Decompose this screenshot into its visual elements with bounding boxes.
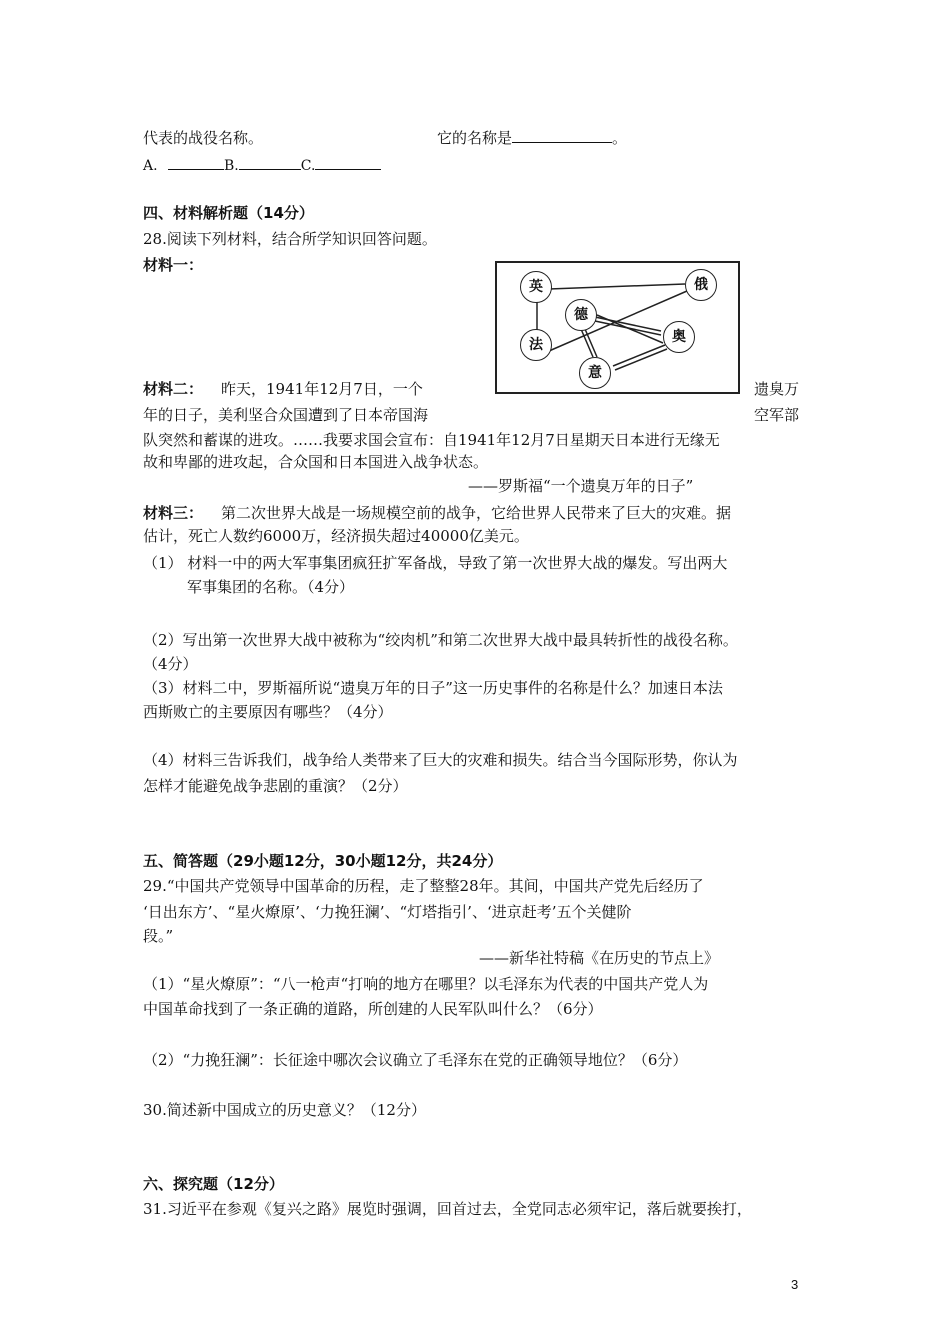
material2-line1-right: 遗臭万	[754, 380, 800, 398]
label-a: A.	[143, 158, 158, 174]
abc-blanks	[143, 155, 381, 176]
material2-source: ——罗斯福“一个遗臭万年的日子”	[468, 477, 694, 495]
node-uk: 英	[520, 271, 552, 303]
answer-blank-name	[512, 128, 612, 143]
q29-line2: ‘日出东方’、“星火燎原’、‘力挽狂澜’、“灯塔指引’、‘进京赶考’五个关健阶	[143, 903, 632, 921]
q31-line1: 31.习近平在参观《复兴之路》展览时强调，回首过去，全党同志必须牢记，落后就要挨打，	[143, 1200, 752, 1218]
question4-line1: （4）材料三告诉我们，战争给人类带来了巨大的灾难和损失。结合当今国际形势，你认为	[143, 751, 738, 769]
answer-blank-c	[315, 155, 381, 170]
line-uk-ru	[549, 284, 685, 289]
q29-line1: 29.“中国共产党领导中国革命的历程，走了整整28年。其间，中国共产党先后经历了	[143, 877, 704, 895]
q30: 30.简述新中国成立的历史意义？（12分）	[143, 1101, 426, 1119]
material3-text: 第二次世界大战是一场规模空前的战争，它给世界人民带来了巨大的灾难。据	[221, 504, 732, 522]
line-it-au-2	[615, 349, 667, 370]
name-prompt-end: 。	[612, 129, 628, 147]
top-right-text	[437, 128, 627, 148]
material2-line1	[143, 379, 423, 399]
material2-line2-right: 空军部	[754, 406, 800, 424]
question2-line2: （4分）	[143, 655, 198, 673]
q29-sub1-line1: （1）“星火燎原”：“八一枪声“打响的地方在哪里？以毛泽东为代表的中国共产党人为	[143, 975, 709, 993]
q29-sub1-line2: 中国革命找到了一条正确的道路，所创建的人民军队叫什么？（6分）	[143, 1000, 603, 1018]
material3-line1	[143, 503, 731, 523]
q28-intro: 28.阅读下列材料，结合所学知识回答问题。	[143, 230, 437, 248]
material1-label: 材料一：	[143, 256, 204, 274]
q29-sub2: （2）“力挽狂澜”：长征途中哪次会议确立了毛泽东在党的正确领导地位？（6分）	[143, 1051, 688, 1069]
node-germany: 德	[565, 299, 597, 331]
label-b: B.	[224, 158, 239, 174]
name-prompt: 它的名称是	[437, 129, 513, 147]
section4-heading: 四、材料解析题（14分）	[143, 204, 314, 222]
q29-line3: 段。”	[143, 927, 174, 945]
material2-line3: 队突然和蓄谋的进攻。……我要求国会宣布：自1941年12月7日星期天日本进行无缘无	[143, 431, 720, 449]
section6-heading: 六、探究题（12分）	[143, 1175, 284, 1193]
section5-heading: 五、简答题（29小题12分，30小题12分，共24分）	[143, 852, 503, 870]
page-number: 3	[791, 1277, 799, 1292]
material2-label: 材料二：	[143, 380, 204, 398]
question1-line2: 军事集团的名称。（4分）	[187, 578, 355, 596]
node-austria: 奥	[663, 321, 695, 353]
material2-line1-left: 昨天，1941年12月7日，一个	[221, 380, 423, 398]
label-c: C.	[300, 158, 316, 174]
answer-blank-b	[239, 155, 301, 170]
material3-line2: 估计，死亡人数约6000万，经济损失超过40000亿美元。	[143, 527, 529, 545]
question3-line1: （3）材料二中，罗斯福所说“遗臭万年的日子”这一历史事件的名称是什么？加速日本法	[143, 679, 723, 697]
top-left-text: 代表的战役名称。	[143, 129, 264, 147]
q29-source: ——新华社特稿《在历史的节点上》	[479, 949, 720, 967]
node-france: 法	[520, 329, 552, 361]
question4-line2: 怎样才能避免战争悲剧的重演？（2分）	[143, 777, 408, 795]
question3-line2: 西斯败亡的主要原因有哪些？（4分）	[143, 703, 393, 721]
material2-line2-left: 年的日子，美利坚合众国遭到了日本帝国海	[143, 406, 429, 424]
alliance-diagram	[495, 261, 740, 394]
material2-line4: 故和卑鄙的进攻起，合众国和日本国进入战争状态。	[143, 453, 489, 471]
node-italy: 意	[579, 357, 611, 389]
question1-line1: （1） 材料一中的两大军事集团疯狂扩军备战，导致了第一次世界大战的爆发。写出两大	[143, 554, 728, 572]
question2-line1: （2）写出第一次世界大战中被称为“绞肉机”和第二次世界大战中最具转折性的战役名称。	[143, 631, 738, 649]
material3-label: 材料三：	[143, 504, 204, 522]
answer-blank-a	[168, 155, 224, 170]
line-it-au-1	[613, 345, 665, 366]
node-russia: 俄	[685, 269, 717, 301]
